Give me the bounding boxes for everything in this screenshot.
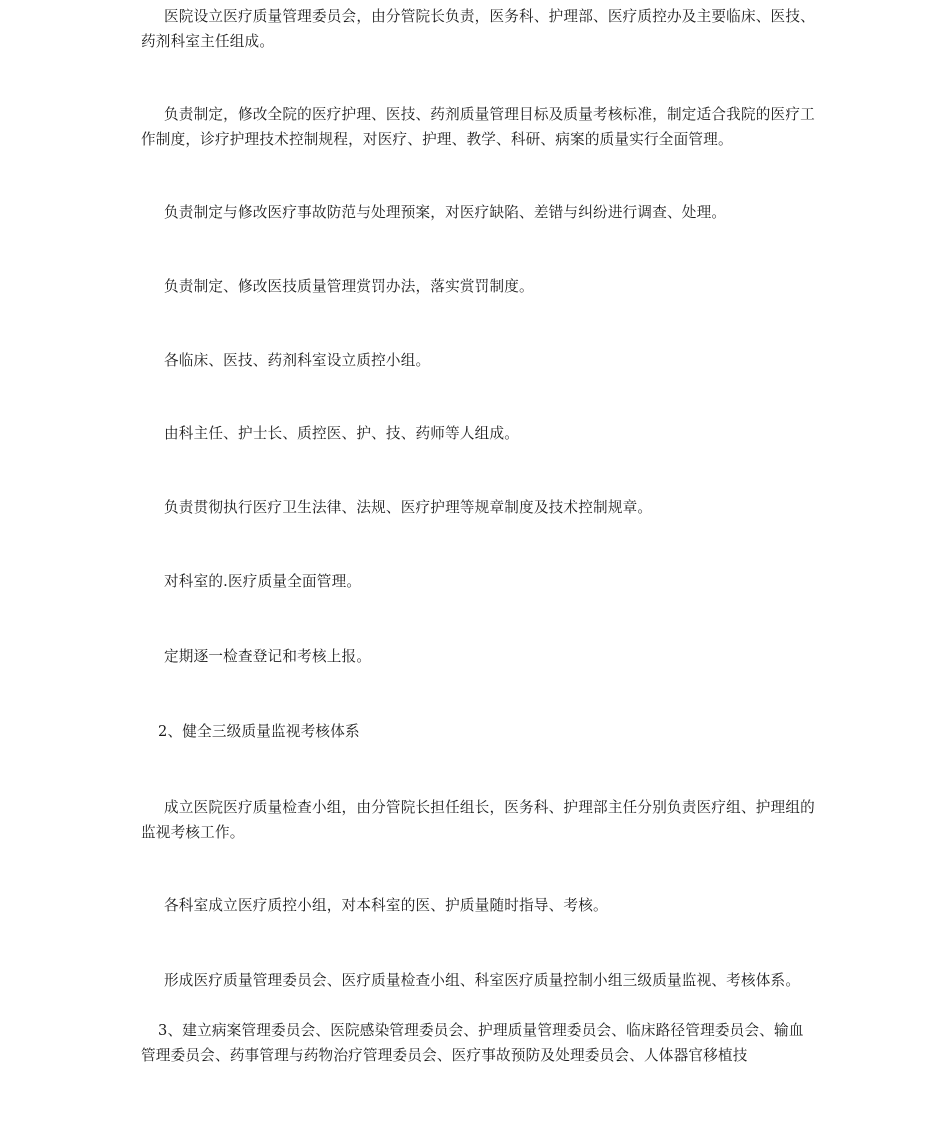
paragraph-accident-prevention: 负责制定与修改医疗事故防范与处理预案，对医疗缺陷、差错与纠纷进行调查、处理。 <box>164 204 727 221</box>
paragraph-department-management: 对科室的.医疗质量全面管理。 <box>164 573 362 590</box>
paragraph-qc-groups: 各临床、医技、药剂科室设立质控小组。 <box>164 352 431 369</box>
paragraph-inspection-team: 成立医院医疗质量检查小组，由分管院长担任组长，医务科、护理部主任分别负责医疗组、护理组的监视考核工作。 <box>141 799 815 841</box>
paragraph-reward-penalty: 负责制定、修改医技质量管理赏罚办法，落实赏罚制度。 <box>164 278 534 295</box>
paragraph-periodic-inspection: 定期逐一检查登记和考核上报。 <box>164 648 372 665</box>
section-heading-2: 2、健全三级质量监视考核体系 <box>158 723 360 740</box>
paragraph-quality-committee: 医院设立医疗质量管理委员会，由分管院长负责，医务科、护理部、医疗质控办及主要临床、医技、药剂科室主任组成。 <box>141 8 815 50</box>
paragraph-department-qc: 各科室成立医疗质控小组，对本科室的医、护质量随时指导、考核。 <box>164 897 608 914</box>
section-heading-3: 3、建立病案管理委员会、医院感染管理委员会、护理质量管理委员会、临床路径管理委员会、输血管理委员会、药事管理与药物治疗管理委员会、医疗事故预防及处理委员会、人体器官移植技 <box>141 1022 804 1064</box>
paragraph-committee-duties: 负责制定，修改全院的医疗护理、医技、药剂质量管理目标及质量考核标准，制定适合我院的医疗工作制度，诊疗护理技术控制规程，对医疗、护理、教学、科研、病案的质量实行全面管理。 <box>141 106 815 148</box>
paragraph-three-level-system: 形成医疗质量管理委员会、医疗质量检查小组、科室医疗质量控制小组三级质量监视、考核体系。 <box>164 972 801 989</box>
paragraph-implement-regulations: 负责贯彻执行医疗卫生法律、法规、医疗护理等规章制度及技术控制规章。 <box>164 499 653 516</box>
paragraph-group-members: 由科主任、护士长、质控医、护、技、药师等人组成。 <box>164 425 520 442</box>
